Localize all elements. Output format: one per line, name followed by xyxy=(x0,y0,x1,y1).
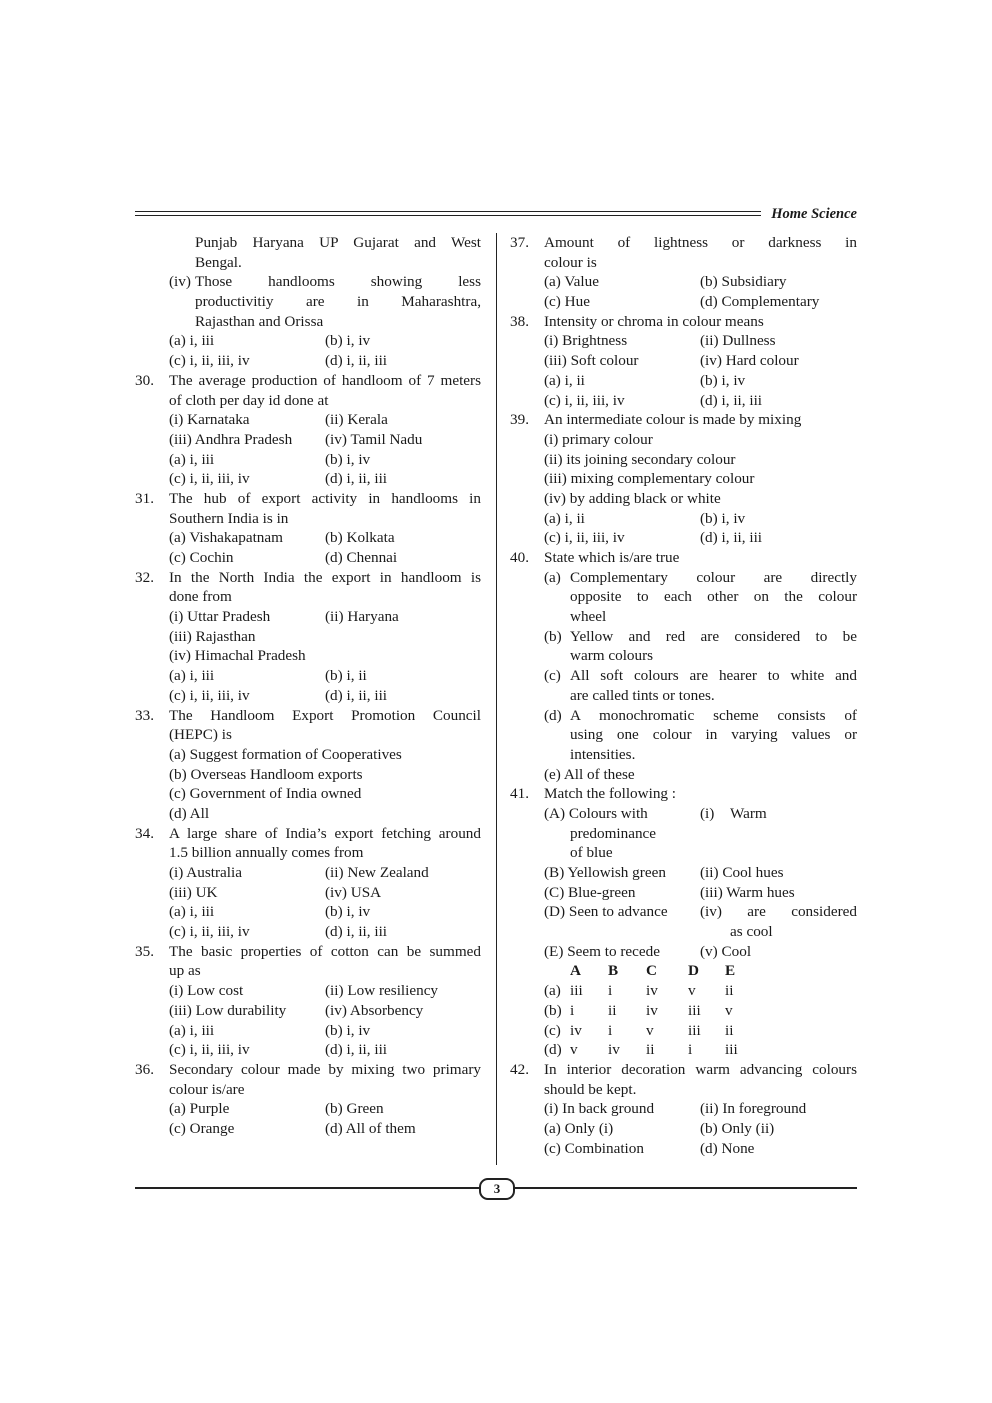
option-c: (c) i, ii, iii, iv xyxy=(544,529,625,547)
question-32: 32. In the North India the export in handloom is done from (i) Uttar Pradesh (ii) Haryana (iii) Rajasthan (iv) Himachal Pradesh (a) i, iii (b) i, ii (c) i, ii, iii, iv (d) i, ii, iii xyxy=(135,568,481,704)
option-d: (d) i, ii, iii xyxy=(325,470,388,488)
option-b: (b) i, iv xyxy=(325,332,371,350)
option-b: (b) i, iv xyxy=(700,371,746,389)
left-column xyxy=(135,233,481,1139)
option-c: (c) i, ii, iii, iv xyxy=(169,686,250,704)
option-d: (d) i, ii, iii xyxy=(325,1041,388,1059)
option-c: (c) Orange xyxy=(169,1119,235,1137)
option-a: (a) i, ii xyxy=(544,371,585,389)
match-row: (d) v iv ii i iii xyxy=(544,1041,738,1059)
option-b: (b) i, iv xyxy=(325,903,371,921)
option-b: (b) Subsidiary xyxy=(700,273,787,291)
question-34: 34. A large share of India’s export fetching around 1.5 billion annually comes from (i) Australia (ii) New Zealand (iii) UK (iv) USA (a) i, iii (b) i, iv (c) i, ii, iii, iv (d) i, ii, iii xyxy=(135,824,481,941)
option-a: (a) i, ii xyxy=(544,509,585,527)
option-b: (b) i, ii xyxy=(325,667,367,685)
page-number: 3 xyxy=(479,1178,515,1200)
option-a: (a) Vishakapatnam xyxy=(169,529,283,547)
question-number: 35. xyxy=(135,942,154,960)
header-rule-bottom xyxy=(135,215,761,216)
option-c: (c) i, ii, iii, iv xyxy=(544,391,625,409)
option-d: (d) All xyxy=(169,804,210,822)
option-d: (d) i, ii, iii xyxy=(700,391,763,409)
question-number: 34. xyxy=(135,824,154,842)
option-d: (d) i, ii, iii xyxy=(325,923,388,941)
option-a: (a) i, iii xyxy=(169,667,215,685)
option-c: (c) Cochin xyxy=(169,549,234,566)
option-a: (a) i, iii xyxy=(169,450,215,468)
option-c: (c) Hue xyxy=(544,293,590,311)
match-row: (a) iii i iv v ii xyxy=(544,982,734,1000)
question-31: 31. The hub of export activity in handlooms in Southern India is in (a) Vishakapatnam (b) Kolkata (c) Cochin (d) Chennai xyxy=(135,489,481,566)
question-41: 41. Match the following : (A) Colours with (i) Warm predominance of blue (B) Yellowish green (ii) Cool hues (C) Blue-green (iii) Warm hues (D) Seen to advance (iv) are considered as cool (E) Seem to recede (v) Cool A B C D E (a) iii i iv v ii (b) i ii iv iii v (c) iv i v iii ii (d) v iv ii i iii xyxy=(510,785,857,1059)
question-number: 31. xyxy=(135,489,154,507)
option-b: (b) i, iv xyxy=(325,1021,371,1039)
header-rule-top xyxy=(135,211,761,212)
option-c: (c) i, ii, iii, iv xyxy=(169,923,250,941)
option-b: (b) Kolkata xyxy=(325,529,395,547)
question-35: 35. The basic properties of cotton can be summed up as (i) Low cost (ii) Low resiliency (iii) Low durability (iv) Absorbency (a) i, iii (b) i, iv (c) i, ii, iii, iv (d) i, ii, iii xyxy=(135,942,481,1059)
option-d: (d) Chennai xyxy=(325,549,398,566)
question-number: 42. xyxy=(510,1060,529,1078)
option-d: (d) Complementary xyxy=(700,293,820,311)
option-c: (c) Government of India owned xyxy=(169,785,362,803)
footer-rule-right xyxy=(511,1187,857,1189)
question-30: 30. The average production of handloom of 7 meters of cloth per day id done at (i) Karnataka (ii) Kerala (iii) Andhra Pradesh (iv) Tamil Nadu (a) i, iii (b) i, iv (c) i, ii, iii, iv (d) i, ii, iii xyxy=(135,371,481,488)
match-head-d: D xyxy=(688,962,699,980)
option-d: (d) All of them xyxy=(325,1119,416,1137)
option-d: (d) i, ii, iii xyxy=(700,529,763,547)
question-39: 39. An intermediate colour is made by mixing (i) primary colour (ii) its joining secondary colour (iii) mixing complementary colour (iv) by adding black or white (a) i, ii (b) i, iv (c) i, ii, iii, iv (d) i, ii, iii xyxy=(510,411,802,547)
question-40: 40. State which is/are true (a) Complementary colour are directly opposite to each other on the colour wheel (b) Yellow and red are considered to be warm colours (c) All soft colours are hearer to white and are called tints or tones. (d) A monochromatic scheme consists of using one colour in varying values or intensities. (e) All of these xyxy=(510,549,857,783)
option-b: (b) Green xyxy=(325,1100,384,1118)
question-37: 37. Amount of lightness or darkness in colour is (a) Value (b) Subsidiary (c) Hue (d) Complementary xyxy=(510,234,857,311)
question-42: 42. In interior decoration warm advancing colours should be kept. (i) In back ground (ii) In foreground (a) Only (i) (b) Only (ii) (c) Combination (d) None xyxy=(510,1060,857,1157)
option-a: (a) i, iii xyxy=(169,1021,215,1039)
question-number: 37. xyxy=(510,234,529,251)
footer-rule-left xyxy=(135,1187,481,1189)
column-divider xyxy=(496,233,497,1165)
option-d: (d) i, ii, iii xyxy=(325,686,388,704)
match-table-header xyxy=(510,961,857,981)
match-head-c: C xyxy=(646,962,657,980)
match-row: (c) iv i v iii ii xyxy=(544,1021,734,1039)
option-b: (b) Only (ii) xyxy=(700,1119,775,1137)
option-a: (a) i, iii xyxy=(169,332,215,350)
question-number: 30. xyxy=(135,371,154,389)
option-d: (d) i, ii, iii xyxy=(325,352,388,370)
question-29-continued: Punjab Haryana UP Gujarat and West Bengal. (iv) Those handlooms showing less productivitiy are in Maharashtra, Rajasthan and Orissa (a) i, iii (b) i, iv (c) i, ii, iii, iv (d) i, ii, iii xyxy=(169,234,481,370)
option-c: (c) i, ii, iii, iv xyxy=(169,352,250,370)
match-head-b: B xyxy=(608,962,619,980)
question-number: 39. xyxy=(510,411,529,429)
option-a: (a) Only (i) xyxy=(544,1119,614,1137)
match-head-e: E xyxy=(725,962,736,980)
question-33: 33. The Handloom Export Promotion Council (HEPC) is (a) Suggest formation of Cooperatives (b) Overseas Handloom exports (c) Government of India owned (d) All xyxy=(135,706,481,822)
option-c: (c) Combination xyxy=(544,1139,644,1157)
option-c: (c) i, ii, iii, iv xyxy=(169,470,250,488)
option-e: (e) All of these xyxy=(544,765,635,783)
right-column xyxy=(510,233,857,1158)
match-row: (b) i ii iv iii v xyxy=(544,1001,733,1019)
option-a: (a) i, iii xyxy=(169,903,215,921)
question-number: 36. xyxy=(135,1060,154,1078)
question-36: 36. Secondary colour made by mixing two primary colour is/are (a) Purple (b) Green (c) Orange (d) All of them xyxy=(135,1060,481,1137)
option-a: (a) Value xyxy=(544,273,599,291)
option-a: (a) Purple xyxy=(169,1100,230,1118)
question-number: 41. xyxy=(510,785,529,803)
running-header-title: Home Science xyxy=(771,206,857,222)
option-d: (d) None xyxy=(700,1139,755,1157)
question-number: 40. xyxy=(510,549,529,566)
option-b: (b) i, iv xyxy=(325,450,371,468)
question-number: 38. xyxy=(510,312,529,330)
option-c: (c) i, ii, iii, iv xyxy=(169,1041,250,1059)
question-number: 32. xyxy=(135,568,154,586)
match-head-a: A xyxy=(570,962,581,980)
option-b: (b) Overseas Handloom exports xyxy=(169,765,363,783)
option-a: (a) Suggest formation of Cooperatives xyxy=(169,745,402,763)
question-number: 33. xyxy=(135,706,154,724)
option-b: (b) i, iv xyxy=(700,509,746,527)
question-38: 38. Intensity or chroma in colour means (i) Brightness (ii) Dullness (iii) Soft colour (iv) Hard colour (a) i, ii (b) i, iv (c) i, ii, iii, iv (d) i, ii, iii xyxy=(510,312,799,409)
